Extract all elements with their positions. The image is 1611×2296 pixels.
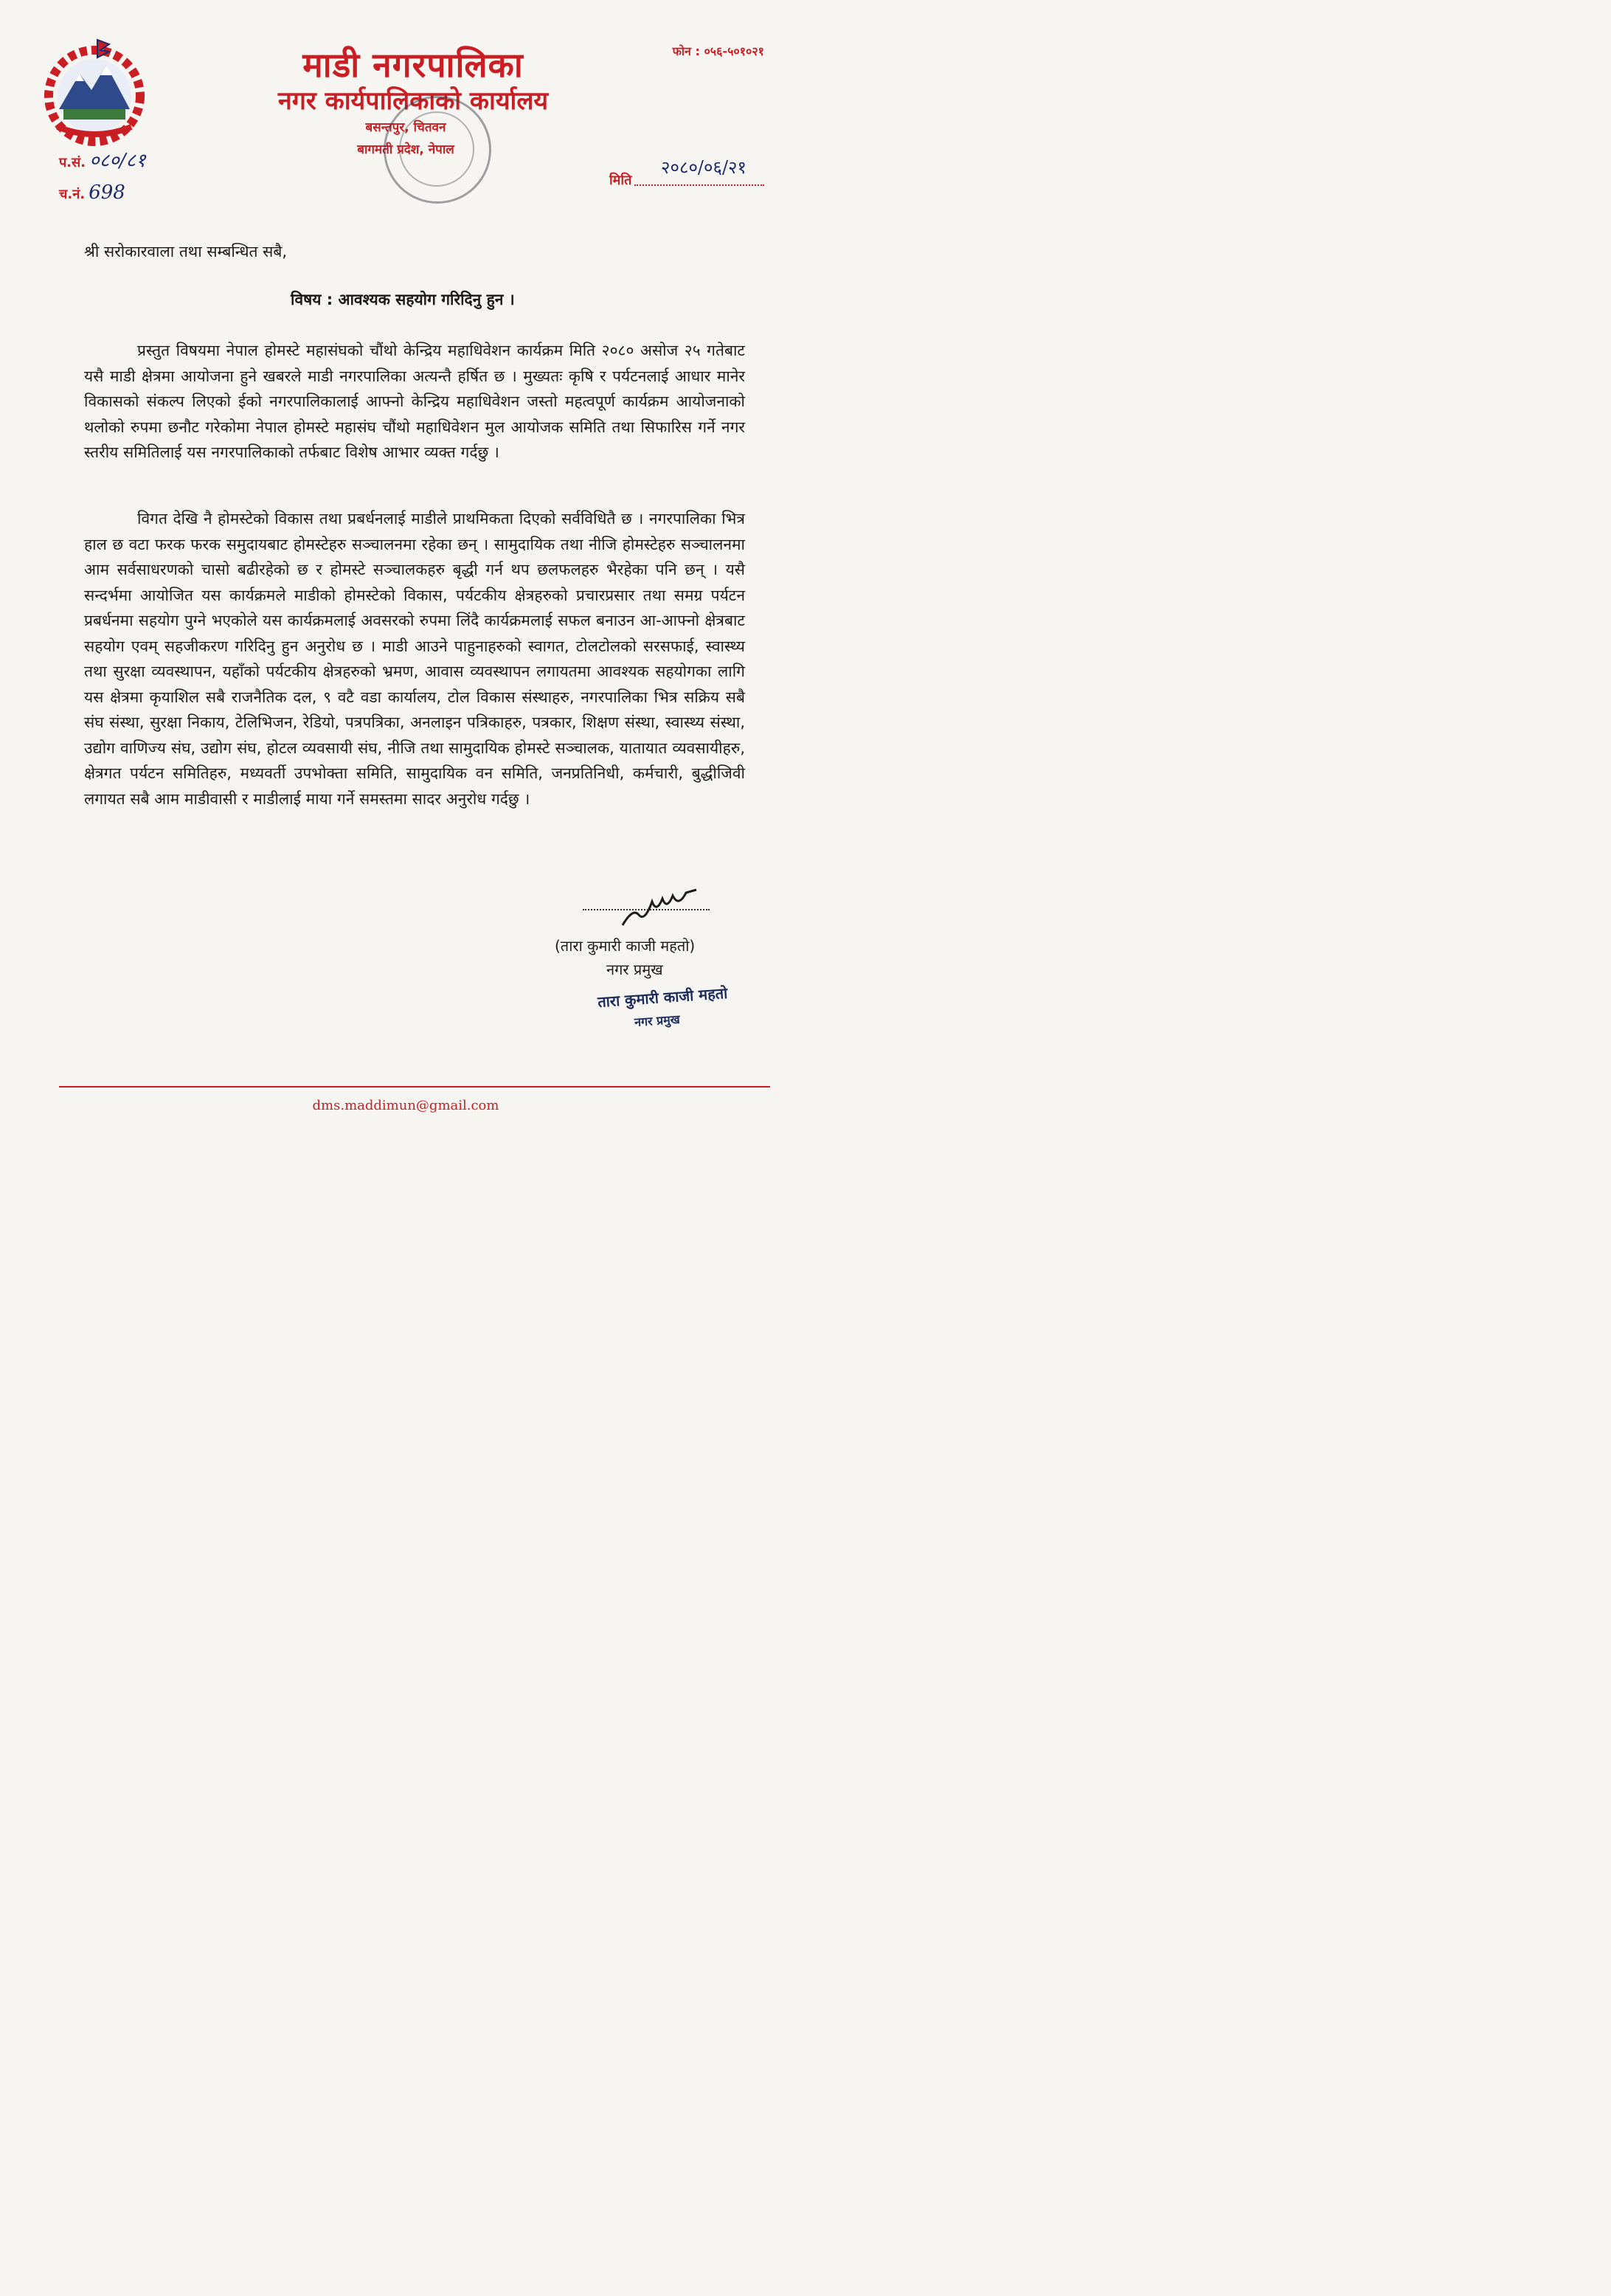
- reference-number: [59, 146, 146, 173]
- reference-label: प.सं.: [59, 155, 86, 170]
- title-seal: नगर प्रमुख: [634, 1012, 681, 1030]
- phone-number: फोन : ०५६-५०१०२१: [672, 44, 764, 58]
- dispatch-value: 698: [89, 181, 125, 204]
- date-value: २०८०/०६/२१: [661, 157, 747, 178]
- address-line-2: बागमती प्रदेश, नेपाल: [357, 142, 454, 157]
- footer-divider: [59, 1086, 770, 1088]
- office-stamp: [384, 96, 491, 204]
- footer-email: dms.maddimun@gmail.com: [312, 1098, 499, 1113]
- paragraph-2: विगत देखि नै होमस्टेको विकास तथा प्रबर्धनलाई माडीले प्राथमिकता दिएको सर्वविधितै छ । नगरपालिका भित्र हाल छ वटा फरक फरक समुदायबाट होमस्टेहरु सञ्चालनमा रहेका छन् । सामुदायिक तथा नीजि होमस्टेहरु सञ्चालनमा आम सर्वसाधरणको चासो बढीरहेको छ र होमस्टे सञ्चालकहरु बृद्धी गर्न थप छलफलहरु भैरहेका पनि छन् । यसै सन्दर्भमा आयोजित यस कार्यक्रमले माडीको होमस्टेको विकास, पर्यटकीय क्षेत्रहरुको प्रचारप्रसार तथा समग्र पर्यटन प्रबर्धनमा सहयोग पुग्ने भएकोले यस कार्यक्रमलाई अवसरको रुपमा लिंदै कार्यक्रमलाई सफल बनाउन आ-आफ्नो क्षेत्रबाट सहयोग एवम् सहजीकरण गरिदिनु हुन अनुरोध छ । माडी आउने पाहुनाहरुको स्वागत, टोलटोलको सरसफाई, स्वास्थ्य तथा सुरक्षा व्यवस्थापन, यहाँको पर्यटकीय क्षेत्रहरुको भ्रमण, आवास व्यवस्थापन लगायतमा आवश्यक सहयोगका लागि यस क्षेत्रमा कृयाशिल सबै राजनैतिक दल, ९ वटै वडा कार्यालय, टोल विकास संस्थाहरु, नगरपालिका भित्र सक्रिय सबै संघ संस्था, सुरक्षा निकाय, टेलिभिजन, रेडियो, पत्रपत्रिका, अनलाइन पत्रिकाहरु, पत्रकार, शिक्षण संस्था, स्वास्थ्य संस्था, उद्योग वाणिज्य संघ, उद्योग संघ, होटल व्यवसायी संघ, नीजि तथा सामुदायिक होमस्टे सञ्चालक, यातायात व्यवसायीहरु, क्षेत्रगत पर्यटन समितिहरु, मध्यवर्ती उपभोक्ता समिति, सामुदायिक वन समिति, जनप्रतिनिधी, कर्मचारी, बुद्धीजिवी लगायत सबै आम माडीवासी र माडीलाई माया गर्ने समस्तमा सादर अनुरोध गर्दछु ।: [84, 510, 745, 808]
- date-dotted-line: [634, 174, 764, 186]
- letter-page: [0, 0, 811, 1157]
- date-label: मिति: [609, 173, 632, 188]
- salutation: श्री सरोकारवाला तथा सम्बन्धित सबै,: [84, 243, 288, 260]
- municipality-name: माडी नगरपालिका: [302, 45, 524, 85]
- signatory-name: (तारा कुमारी काजी महतो): [555, 937, 696, 955]
- dispatch-number: [59, 181, 125, 204]
- paragraph-1: प्रस्तुत विषयमा नेपाल होमस्टे महासंघको चौंथो केन्द्रिय महाधिवेशन कार्यक्रम मिति २०८० असोज २५ गतेबाट यसै माडी क्षेत्रमा आयोजना हुने खबरले माडी नगरपालिका अत्यन्तै हर्षित छ । मुख्यतः कृषि र पर्यटनलाई आधार मानेर विकासको संकल्प लिएको ईको नगरपालिकालाई आफ्नो केन्द्रिय महाधिवेशन जस्तो महत्वपूर्ण कार्यक्रम आयोजनाको थलोको रुपमा छनौट गरेकोमा नेपाल होमस्टे महासंघ चौंथो महाधिवेशन मुल आयोजक समिति तथा सिफारिस गर्ने नगर स्तरीय समितिलाई यस नगरपालिकाको तर्फबाट विशेष आभार व्यक्त गर्दछु ।: [84, 342, 746, 461]
- office-name: नगर कार्यपालिकाको कार्यालय: [277, 86, 549, 116]
- signature-line: [583, 909, 710, 910]
- nepal-emblem-icon: [35, 38, 153, 149]
- reference-value: ०८०/८१: [89, 150, 146, 172]
- name-seal: तारा कुमारी काजी महतो: [597, 983, 729, 1012]
- address-line-1: बसन्तपुर, चितवन: [365, 120, 446, 135]
- subject-line: विषय : आवश्यक सहयोग गरिदिनु हुन ।: [291, 291, 515, 308]
- signature-scribble-icon: [620, 885, 701, 930]
- dispatch-label: च.नं.: [59, 187, 86, 202]
- signatory-title: नगर प्रमुख: [606, 961, 663, 978]
